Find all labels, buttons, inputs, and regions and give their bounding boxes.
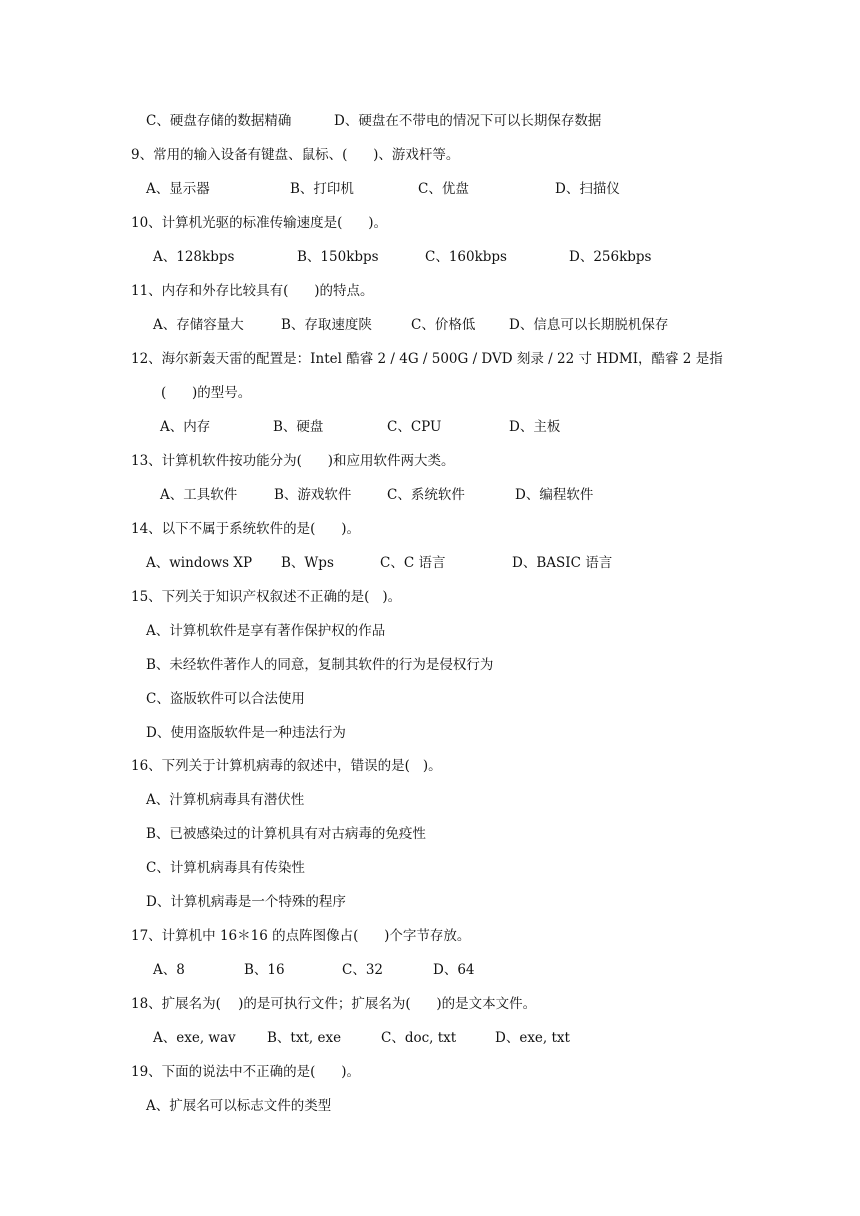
q18-option-b: B、txt, exe xyxy=(267,1030,342,1046)
q12-option-a: A、内存 xyxy=(160,419,211,435)
q15-option-a: A、计算机软件是享有著作保护权的作品 xyxy=(146,623,386,639)
q17-option-a: A、8 xyxy=(153,962,185,978)
q12-option-b: B、硬盘 xyxy=(273,419,324,435)
q17-option-c: C、32 xyxy=(342,962,384,978)
q13-option-a: A、工具软件 xyxy=(160,487,238,503)
q14-option-b: B、Wps xyxy=(281,555,334,571)
q16-stem: 16、下列关于计算机病毒的叙述中，错误的是( )。 xyxy=(131,758,442,774)
q13-option-d: D、编程软件 xyxy=(515,487,594,503)
q16-option-c: C、计算机病毒具有传染性 xyxy=(146,860,305,876)
q14-option-a: A、windows XP xyxy=(146,555,253,571)
q11-option-b: B、存取速度陕 xyxy=(281,317,372,333)
q17-option-d: D、64 xyxy=(433,962,475,978)
q15-option-d: D、使用盗版软件是一种违法行为 xyxy=(146,725,346,741)
q15-option-c: C、盗版软件可以合法使用 xyxy=(146,691,305,707)
q9-stem: 9、常用的输入设备有键盘、鼠标、( )、游戏杆等。 xyxy=(131,147,460,163)
q16-option-b: B、已被感染过的计算机具有对古病毒的免疫性 xyxy=(146,826,426,842)
q11-stem: 11、内存和外存比较具有( )的特点。 xyxy=(131,283,374,299)
q16-option-a: A、汁算机病毒具有潜伏性 xyxy=(146,792,305,808)
q8-option-d: D、硬盘在不带电的情况下可以长期保存数据 xyxy=(334,113,602,129)
q10-option-c: C、160kbps xyxy=(425,249,507,265)
q8-option-c: C、硬盘存储的数据精确 xyxy=(146,113,292,129)
q12-option-d: D、主板 xyxy=(509,419,561,435)
q14-stem: 14、以下不属于系统软件的是( )。 xyxy=(131,521,360,537)
q15-option-b: B、未经软件著作人的同意，复制其软件的行为是侵权行为 xyxy=(146,657,494,673)
q9-option-c: C、优盘 xyxy=(418,181,469,197)
q17-stem: 17、计算机中 16＊16 的点阵图像占( )个字节存放。 xyxy=(131,928,471,944)
q16-option-d: D、计算机病毒是一个特殊的程序 xyxy=(146,894,346,910)
q11-option-c: C、价格低 xyxy=(411,317,476,333)
q17-option-b: B、16 xyxy=(244,962,285,978)
q10-stem: 10、计算机光驱的标准传输速度是( )。 xyxy=(131,215,387,231)
q13-option-b: B、游戏软件 xyxy=(274,487,352,503)
q14-option-c: C、C 语言 xyxy=(380,555,446,571)
q12-stem: 12、海尔新轰天雷的配置是：Intel 酷睿 2 / 4G / 500G / DVD 刻录 / 22 寸 HDMI，酷睿 2 是指 xyxy=(131,351,723,367)
q18-option-d: D、exe, txt xyxy=(495,1030,570,1046)
q14-option-d: D、BASIC 语言 xyxy=(512,555,613,571)
q11-option-d: D、信息可以长期脱机保存 xyxy=(509,317,669,333)
q12-stem-continued: ( )的型号。 xyxy=(161,385,252,401)
q18-option-c: C、doc, txt xyxy=(381,1030,457,1046)
q9-option-a: A、显示器 xyxy=(146,181,210,197)
q13-stem: 13、计算机软件按功能分为( )和应用软件两大类。 xyxy=(131,453,455,469)
q10-option-d: D、256kbps xyxy=(569,249,652,265)
q10-option-b: B、150kbps xyxy=(297,249,379,265)
q15-stem: 15、下列关于知识产权叙述不正确的是( )。 xyxy=(131,589,402,605)
q9-option-d: D、扫描仪 xyxy=(555,181,620,197)
q10-option-a: A、128kbps xyxy=(153,249,235,265)
q11-option-a: A、存储容量大 xyxy=(153,317,244,333)
q18-stem: 18、扩展名为( )的是可执行文件；扩展名为( )的是文本文件。 xyxy=(131,996,537,1012)
q19-stem: 19、下面的说法中不正确的是( )。 xyxy=(131,1064,360,1080)
q9-option-b: B、打印机 xyxy=(290,181,354,197)
q19-option-a: A、扩展名可以标志文件的类型 xyxy=(146,1098,332,1114)
q18-option-a: A、exe, wav xyxy=(153,1030,236,1046)
q13-option-c: C、系统软件 xyxy=(387,487,465,503)
q12-option-c: C、CPU xyxy=(387,419,442,435)
